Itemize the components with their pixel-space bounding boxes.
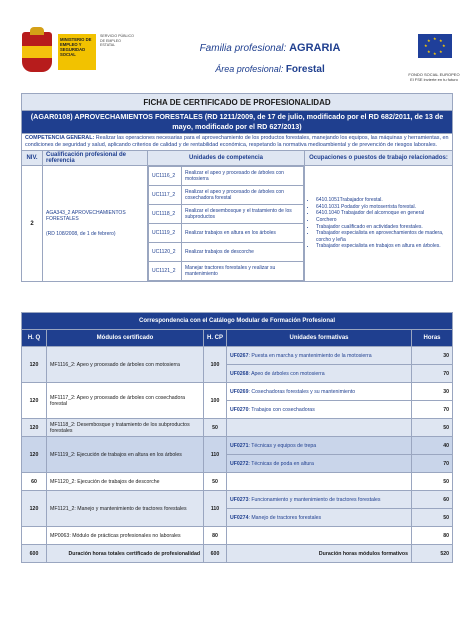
uf-hours: 70 <box>412 401 453 419</box>
row-module: MF1120_2: Ejecución de trabajos de descorche <box>47 473 204 491</box>
row-module: MF1119_2: Ejecución de trabajos en altura en los árboles <box>47 437 204 473</box>
uf-cell <box>227 383 412 401</box>
row-hcp: 50 <box>204 473 227 491</box>
uf-text: : Puesta en marcha y mantenimiento de la motosierra <box>248 352 372 359</box>
uf-text: : Manejo de tractores forestales <box>248 514 322 521</box>
occupations-cell <box>305 166 453 282</box>
uf-cell-empty <box>227 473 412 491</box>
modular-table <box>21 312 453 563</box>
uf-cell <box>227 491 412 509</box>
uf-code: UF0272 <box>230 460 249 467</box>
col-hcp: H. CP <box>204 330 227 347</box>
row-hq: 120 <box>22 419 47 437</box>
row-hcp: 110 <box>204 491 227 527</box>
uf-hours: 30 <box>412 347 453 365</box>
uf-hours: 50 <box>412 509 453 527</box>
unit-text: Realizar el apeo y procesado de árboles con motosierra <box>182 167 304 186</box>
row-module: MF1116_2: Apeo y procesado de árboles con motosierra <box>47 347 204 383</box>
uf-text: : Trabajos con cosechadoras <box>248 406 315 413</box>
practicas-uf-empty <box>227 527 412 545</box>
unit-text: Realizar el desembosque y el tratamiento de los subproductos <box>182 205 304 224</box>
uf-text: : Técnicas de poda en altura <box>248 460 314 467</box>
row-hcp: 100 <box>204 383 227 419</box>
uf-cell-empty <box>227 419 412 437</box>
uf-code: UF0270 <box>230 406 249 413</box>
units-cell <box>148 166 305 282</box>
uf-code: UF0267 <box>230 352 249 359</box>
nivel-value: 2 <box>22 166 43 282</box>
total-label: Duración horas totales certificado de profesionalidad <box>47 545 204 563</box>
eu-flag-icon: ★ ★ ★ ★ ★ ★ ★ ★ <box>418 34 452 58</box>
occupations-list <box>308 197 449 250</box>
total-hq: 600 <box>22 545 47 563</box>
row-hcp: 110 <box>204 437 227 473</box>
unit-code: UC1121_2 <box>149 262 182 281</box>
unit-text: Manejar tractores forestales y realizar su mantenimiento <box>182 262 304 281</box>
uf-cell <box>227 437 412 455</box>
practicas-hq-empty <box>22 527 47 545</box>
uf-hours: 50 <box>412 419 453 437</box>
unit-text: Realizar trabajos de descorche <box>182 243 304 262</box>
row-module: MF1118_2: Desembosque y tratamiento de los subproductos forestales <box>47 419 204 437</box>
uf-code: UF0274 <box>230 514 249 521</box>
eu-slogan: El FSE invierte en tu futuro <box>410 77 458 82</box>
uf-hours: 60 <box>412 491 453 509</box>
certificate-table <box>21 93 453 282</box>
col-unidades-formativas: Unidades formativas <box>227 330 412 347</box>
practicas-hcp: 80 <box>204 527 227 545</box>
uf-code: UF0271 <box>230 442 249 449</box>
cualificacion-name: AGA343_2 APROVECHAMIENTOS FORESTALES <box>46 209 126 223</box>
practicas-hours: 80 <box>412 527 453 545</box>
occupation-item: • Trabajador especialista en aprovechamientos de madera, corcho y leña <box>316 230 449 243</box>
uf-text: : Funcionamiento y mantenimiento de tractores forestales <box>248 496 381 503</box>
familia-value: AGRARIA <box>289 42 341 54</box>
occupation-item: • 6410.1031 Podador y/o motoserrista forestal. <box>316 204 449 211</box>
occupation-item: • Trabajador cualificado en actividades forestales. <box>316 224 449 231</box>
total-hcp: 600 <box>204 545 227 563</box>
row-hq: 120 <box>22 383 47 419</box>
occupation-item: • Corchero <box>316 217 449 224</box>
practicas-module: MP0063: Módulo de prácticas profesionales no laborales <box>47 527 204 545</box>
unit-code: UC1116_2 <box>149 167 182 186</box>
row-module: MF1121_2: Manejo y mantenimiento de tractores forestales <box>47 491 204 527</box>
unit-text: Realizar el apeo y procesado de árboles con cosechadora forestal <box>182 186 304 205</box>
row-hq: 120 <box>22 437 47 473</box>
total-uf-label: Duración horas módulos formativos <box>227 545 412 563</box>
modular-heading: Correspondencia con el Catálogo Modular de Formación Profesional <box>22 313 453 330</box>
col-ocupaciones: Ocupaciones o puestos de trabajo relacionados: <box>305 151 453 166</box>
total-hours: 520 <box>412 545 453 563</box>
col-unidades: Unidades de competencia <box>148 151 305 166</box>
row-hq: 60 <box>22 473 47 491</box>
familia-profesional <box>160 42 380 54</box>
uf-hours: 40 <box>412 437 453 455</box>
occupation-item: • 6410.1040 Trabajador del alcornoque en general <box>316 210 449 217</box>
row-hcp: 100 <box>204 347 227 383</box>
coat-of-arms-icon <box>22 32 52 72</box>
cualificacion-cell <box>43 166 148 282</box>
eu-fund-name: FONDO SOCIAL EUROPEO <box>408 72 460 77</box>
uf-cell <box>227 401 412 419</box>
cert-title: (AGAR0108) APROVECHAMIENTOS FORESTALES (RD 1211/2009, de 17 de julio, modificado por el RD 682/2011, de 13 de mayo, modificado por el RD 627/2013) <box>22 111 453 134</box>
uf-cell <box>227 455 412 473</box>
col-cualificacion: Cualificación profesional de referencia <box>43 151 148 166</box>
area-label: Área profesional: <box>215 64 284 74</box>
ministry-name: MINISTERIO DE EMPLEO Y SEGURIDAD SOCIAL <box>60 37 92 57</box>
row-hcp: 50 <box>204 419 227 437</box>
ministry-name-box <box>58 34 96 70</box>
unit-code: UC1117_2 <box>149 186 182 205</box>
cualificacion-rd: (RD 108/2008, de 1 de febrero) <box>46 230 116 237</box>
row-hq: 120 <box>22 491 47 527</box>
uf-text: : Cosechadoras forestales y su mantenimiento <box>248 388 356 395</box>
area-profesional <box>160 64 380 75</box>
uf-text: : Técnicas y equipos de trepa <box>248 442 317 449</box>
uf-cell <box>227 365 412 383</box>
col-modulos: Módulos certificado <box>47 330 204 347</box>
eu-caption <box>396 72 472 82</box>
uf-hours: 70 <box>412 455 453 473</box>
uf-hours: 30 <box>412 383 453 401</box>
unit-code: UC1120_2 <box>149 243 182 262</box>
uf-cell <box>227 509 412 527</box>
col-hq: H. Q <box>22 330 47 347</box>
unit-code: UC1118_2 <box>149 205 182 224</box>
ministry-logo <box>22 32 134 76</box>
occupation-item: • Trabajador especialista en trabajos en altura en árboles. <box>316 243 449 250</box>
row-hq: 120 <box>22 347 47 383</box>
occupation-item: • 6410.1051Trabajador forestal. <box>316 197 449 204</box>
uf-code: UF0273 <box>230 496 249 503</box>
spee-name: SERVICIO PÚBLICO DE EMPLEO ESTATAL <box>100 34 134 47</box>
row-module: MF1117_2: Apeo y procesado de árboles con cosechadora forestal <box>47 383 204 419</box>
area-value: Forestal <box>285 64 325 75</box>
competencia-text: Realizar las operaciones necesarias para el aprovechamiento de los productos forestales, manejando los equipos, las máquinas y herramientas, en condiciones de seguridad y salud, aplicando criterios de calidad y de rentabilidad económica, respetando la normativa medioambiental y de prevención de riesgos laborales. <box>25 135 449 148</box>
familia-label: Familia profesional: <box>199 43 287 54</box>
uf-code: UF0268 <box>230 370 249 377</box>
uf-hours: 70 <box>412 365 453 383</box>
competencia-label: COMPETENCIA GENERAL: <box>25 135 95 141</box>
uf-cell <box>227 347 412 365</box>
uf-code: UF0269 <box>230 388 249 395</box>
col-horas: Horas <box>412 330 453 347</box>
uf-text: : Apeo de árboles con motosierra <box>248 370 325 377</box>
col-niv: NIV. <box>22 151 43 166</box>
competencia-general <box>22 134 453 151</box>
cert-heading: FICHA DE CERTIFICADO DE PROFESIONALIDAD <box>22 94 453 111</box>
unit-text: Realizar trabajos en altura en los árboles <box>182 224 304 243</box>
units-list <box>148 166 304 281</box>
unit-code: UC1119_2 <box>149 224 182 243</box>
uf-hours: 50 <box>412 473 453 491</box>
